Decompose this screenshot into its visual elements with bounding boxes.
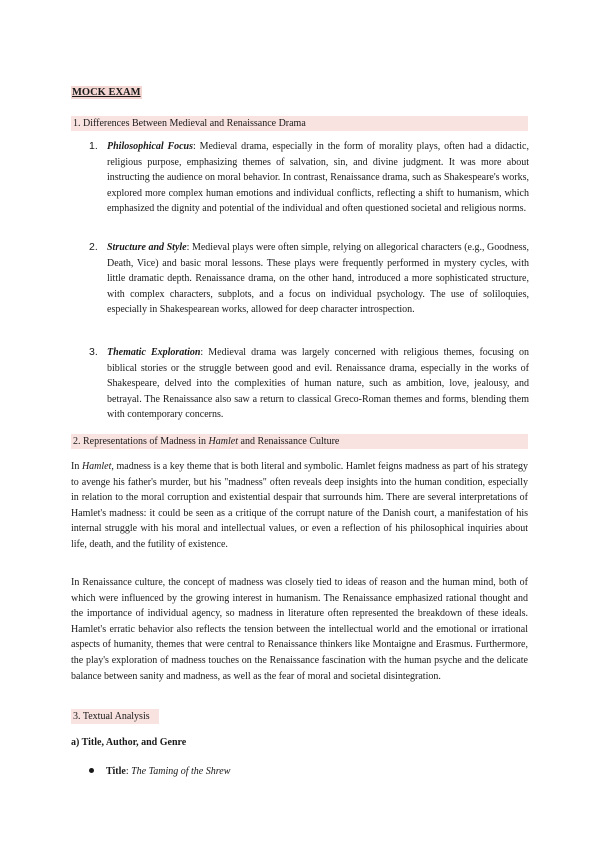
section-1-heading: 1. Differences Between Medieval and Renaissance Drama bbox=[71, 116, 528, 131]
item-text bbox=[107, 139, 529, 217]
section-2-heading bbox=[71, 434, 528, 449]
bullet-dot-icon bbox=[89, 768, 94, 773]
item-number: 1. bbox=[89, 140, 98, 152]
section-1-item-2 bbox=[89, 240, 529, 318]
item-label: Structure and Style bbox=[107, 242, 187, 253]
paragraph-italic: Hamlet bbox=[81, 461, 112, 472]
item-body: : Medieval drama was largely concerned with religious themes, focusing on biblical stories or the struggle between good and evil. Renaissance drama, especially in the works of Shakespeare, delved into the complexities of human nature, such as ambition, love, jealousy, and betrayal. The Renaissance also saw a return to classical Greco-Roman themes and forms, blending them with contemporary concerns. bbox=[107, 347, 529, 421]
item-label: Thematic Exploration bbox=[107, 347, 201, 358]
section-3-heading: 3. Textual Analysis bbox=[71, 709, 159, 724]
paragraph-prefix: In bbox=[71, 461, 82, 472]
item-text bbox=[107, 240, 529, 318]
bullet-value: The Taming of the Shrew bbox=[131, 766, 231, 777]
section-2-paragraph-1 bbox=[71, 459, 528, 553]
heading-italic: Hamlet bbox=[208, 436, 238, 447]
item-number: 2. bbox=[89, 241, 98, 253]
bullet-label: Title bbox=[106, 766, 126, 777]
heading-suffix: and Renaissance Culture bbox=[238, 436, 340, 447]
page-title: MOCK EXAM bbox=[72, 87, 141, 98]
item-body: : Medieval drama, especially in the form of morality plays, often had a didactic, religious purpose, emphasizing themes of salvation, sin, and divine judgment. It was more about instructing the audience on moral behavior. In contrast, Renaissance drama, such as Shakespeare's works, explored more complex human emotions and individual conflicts, reflecting a shift to humanism, which emphasized the dignity and potential of the individual and often questioned societal and religious norms. bbox=[107, 141, 529, 215]
title-bullet bbox=[89, 765, 230, 778]
section-1-item-3 bbox=[89, 345, 529, 423]
item-body: : Medieval plays were often simple, relying on allegorical characters (e.g., Goodness, Death, Vice) and basic moral lessons. These plays were frequently performed in mystery cycles, with little dramatic depth. Renaissance drama, on the other hand, introduced a more sophisticated structure, with complex characters, subplots, and a focus on individual psychology. The use of soliloquies, especially in Shakespearean works, allowed for deep character introspection. bbox=[107, 242, 529, 316]
item-text bbox=[107, 345, 529, 423]
heading-prefix: 2. Representations of Madness in bbox=[73, 436, 209, 447]
bullet-separator: : bbox=[125, 766, 132, 777]
item-number: 3. bbox=[89, 346, 98, 358]
section-1-item-1 bbox=[89, 139, 529, 217]
paragraph-rest: , madness is a key theme that is both literal and symbolic. Hamlet feigns madness as part of his strategy to avenge his father's murder, but his "madness" often reveals deep insights into the human condition, especially in relation to the moral corruption and existential despair that surrounds him. There are several interpretations of Hamlet's madness: it could be seen as a critique of the corrupt nature of the Danish court, a manifestation of his internal struggle with his moral and intellectual values, or even a reflection of his philosophical inquiries about life, death, and the futility of existence. bbox=[71, 461, 528, 550]
section-2-paragraph-2: In Renaissance culture, the concept of madness was closely tied to ideas of reason and the human mind, both of which were influenced by the growing interest in humanism. The Renaissance emphasized rational thought and the importance of individual agency, so madness in literature often represented the breakdown of these ideals. Hamlet's erratic behavior also reflects the tension between the intellectual world and the emotional or irrational aspects of humanity, themes that were central to Renaissance thinkers like Montaigne and Erasmus. Furthermore, the play's exploration of madness touches on the Renaissance fascination with the human psyche and the delicate balance between sanity and madness, as well as the fear of moral and societal disintegration. bbox=[71, 577, 528, 682]
section-3-subheading: a) Title, Author, and Genre bbox=[71, 737, 187, 748]
item-label: Philosophical Focus bbox=[107, 141, 194, 152]
